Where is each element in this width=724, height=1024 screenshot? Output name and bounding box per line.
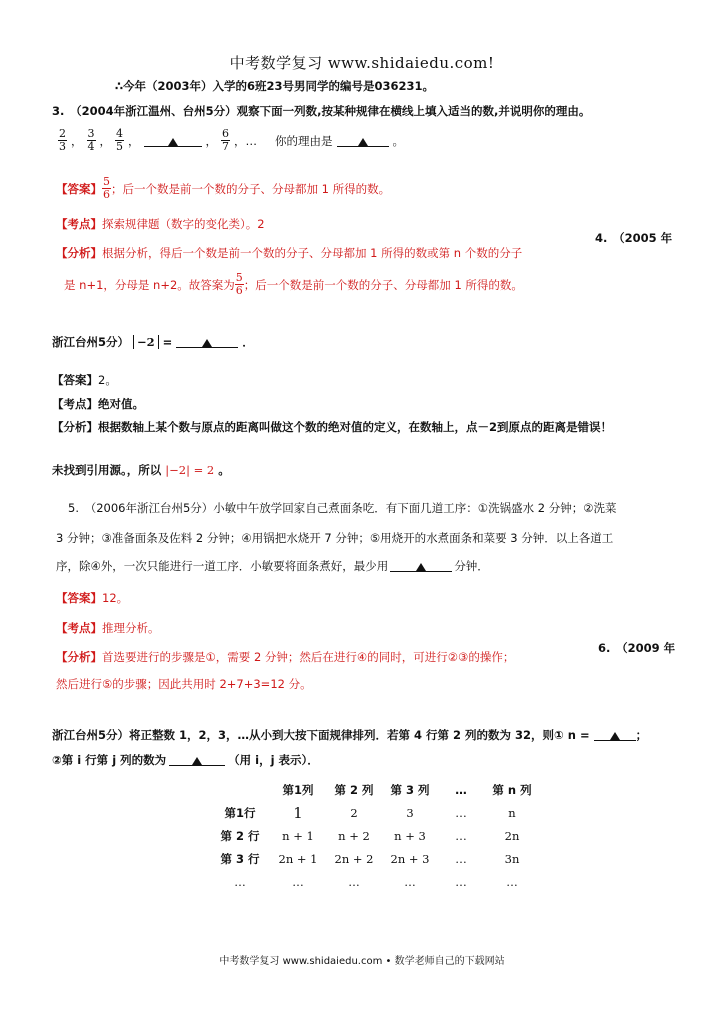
- page-header: 中考数学复习 www.shidaiedu.com!: [229, 54, 495, 72]
- q3-frac-2: $\frac{3}{4}$: [87, 127, 95, 153]
- q4-fenxi: 【分析】根据数轴上某个数与原点的距离叫做这个数的绝对值的定义，在数轴上，点－2到原点的距离是错误！: [52, 420, 612, 434]
- q4-answer-blank[interactable]: [176, 336, 238, 348]
- q5-fenxi-line2: 然后进行⑤的步骤；因此共用时 2+7+3=12 分。: [56, 677, 312, 691]
- q6-n-blank[interactable]: [594, 729, 636, 741]
- q3-reason-label: 你的理由是: [275, 133, 333, 148]
- q6-number-table: [210, 778, 540, 893]
- triangle-icon: [192, 757, 202, 765]
- q4-kaodian: 【考点】绝对值。: [52, 397, 144, 411]
- q5-line1: 5. （2006年浙江台州5分）小敏中午放学回家自己煮面条吃．有下面几道工序：①洗锅盛水 2 分钟；②洗菜: [68, 501, 617, 515]
- q3-frac-3: $\frac{4}{5}$: [116, 127, 123, 153]
- q4-abs-expr: −2: [133, 335, 159, 349]
- q3-reason-blank[interactable]: [337, 135, 389, 147]
- triangle-icon: [416, 563, 426, 571]
- q4-cont-expr: |−2| = 2: [165, 463, 215, 477]
- q3-fenxi-line2: 是 n+1，分母是 n+2。故答案为 $\frac{5}{6}$ ；后一个数是前一个数的分子、分母都加 1 所得的数。: [64, 271, 523, 297]
- triangle-icon: [168, 138, 178, 146]
- q3-frac-1: $\frac{2}{3}$: [59, 127, 66, 153]
- q4-cont: 未找到引用源。，所以 |−2| = 2 。: [52, 463, 230, 477]
- q3-answer-blank[interactable]: [144, 135, 202, 147]
- table-row: 第 3 行 2n + 1 2n + 2 2n + 3 … 3n: [220, 851, 520, 866]
- q3-answer: 【答案】 $\frac{5}{6}$ ；后一个数是前一个数的分子、分母都加 1 所得的数。: [56, 175, 391, 201]
- q6-line1: 浙江台州5分）将正整数 1，2，3，…从小到大按下面规律排列．若第 4 行第 2 列的数为 32，则① n = ；: [52, 728, 648, 742]
- q6-number: 6. （2009 年: [598, 641, 676, 655]
- q4-answer: 【答案】2。: [52, 373, 117, 387]
- q3-fenxi-line1: 【分析】根据分析，得后一个数是前一个数的分子、分母都加 1 所得的数或第 n 个数的分子: [56, 246, 523, 260]
- q6-line2: ②第 i 行第 j 列的数为 （用 i，j 表示）．: [52, 753, 319, 767]
- table-header-row: 第1列 第 2 列 第 3 列 … 第 n 列: [282, 782, 532, 797]
- table-row: … … … … … …: [234, 874, 518, 889]
- triangle-icon: [610, 732, 620, 740]
- q6-ij-blank[interactable]: [169, 754, 225, 766]
- triangle-icon: [202, 339, 212, 347]
- q3-answer-frac: $\frac{5}{6}$: [103, 175, 110, 201]
- q3-stem: 3. （2004年浙江温州、台州5分）观察下面一列数,按某种规律在横线上填入适当的数,并说明你的理由。: [52, 104, 591, 118]
- table-row: 第1行 1 2 3 … n: [224, 803, 516, 822]
- q3-kaodian: 【考点】探索规律题（数字的变化类）。2: [56, 217, 265, 231]
- q3-frac-4: $\frac{6}{7}$: [222, 127, 229, 153]
- page-footer: 中考数学复习 www.shidaiedu.com • 数学老师自己的下载网站: [219, 956, 505, 967]
- q3-fenxi-frac: $\frac{5}{6}$: [235, 271, 243, 297]
- q4-stem: 浙江台州5分） −2 = ．: [52, 335, 254, 349]
- triangle-icon: [358, 138, 368, 146]
- prev-conclusion: ∴今年（2003年）入学的6班23号男同学的编号是036231。: [115, 79, 435, 93]
- q3-sequence: $\frac{2}{3}$ ， $\frac{3}{4}$ ， $\frac{4}{5}$ ， ， $\frac{6}{7}$ ，… 你的理由是 。: [59, 127, 404, 153]
- q4-number: 4. （2005 年: [595, 231, 673, 245]
- q5-fenxi-line1: 【分析】首选要进行的步骤是①，需要 2 分钟；然后在进行④的同时，可进行②③的操作；: [56, 650, 515, 664]
- table-row: 第 2 行 n + 1 n + 2 n + 3 … 2n: [220, 828, 520, 843]
- q5-answer-blank[interactable]: [390, 560, 452, 572]
- q5-kaodian: 【考点】推理分析。: [56, 621, 160, 635]
- q5-line2: 3 分钟；③准备面条及佐料 2 分钟；④用锅把水烧开 7 分钟；⑤用烧开的水煮面条和菜要 3 分钟．以上各道工: [56, 531, 614, 545]
- q5-answer: 【答案】12。: [56, 591, 129, 605]
- q5-line3: 序，除④外，一次只能进行一道工序．小敏要将面条煮好，最少用 分钟．: [56, 559, 489, 573]
